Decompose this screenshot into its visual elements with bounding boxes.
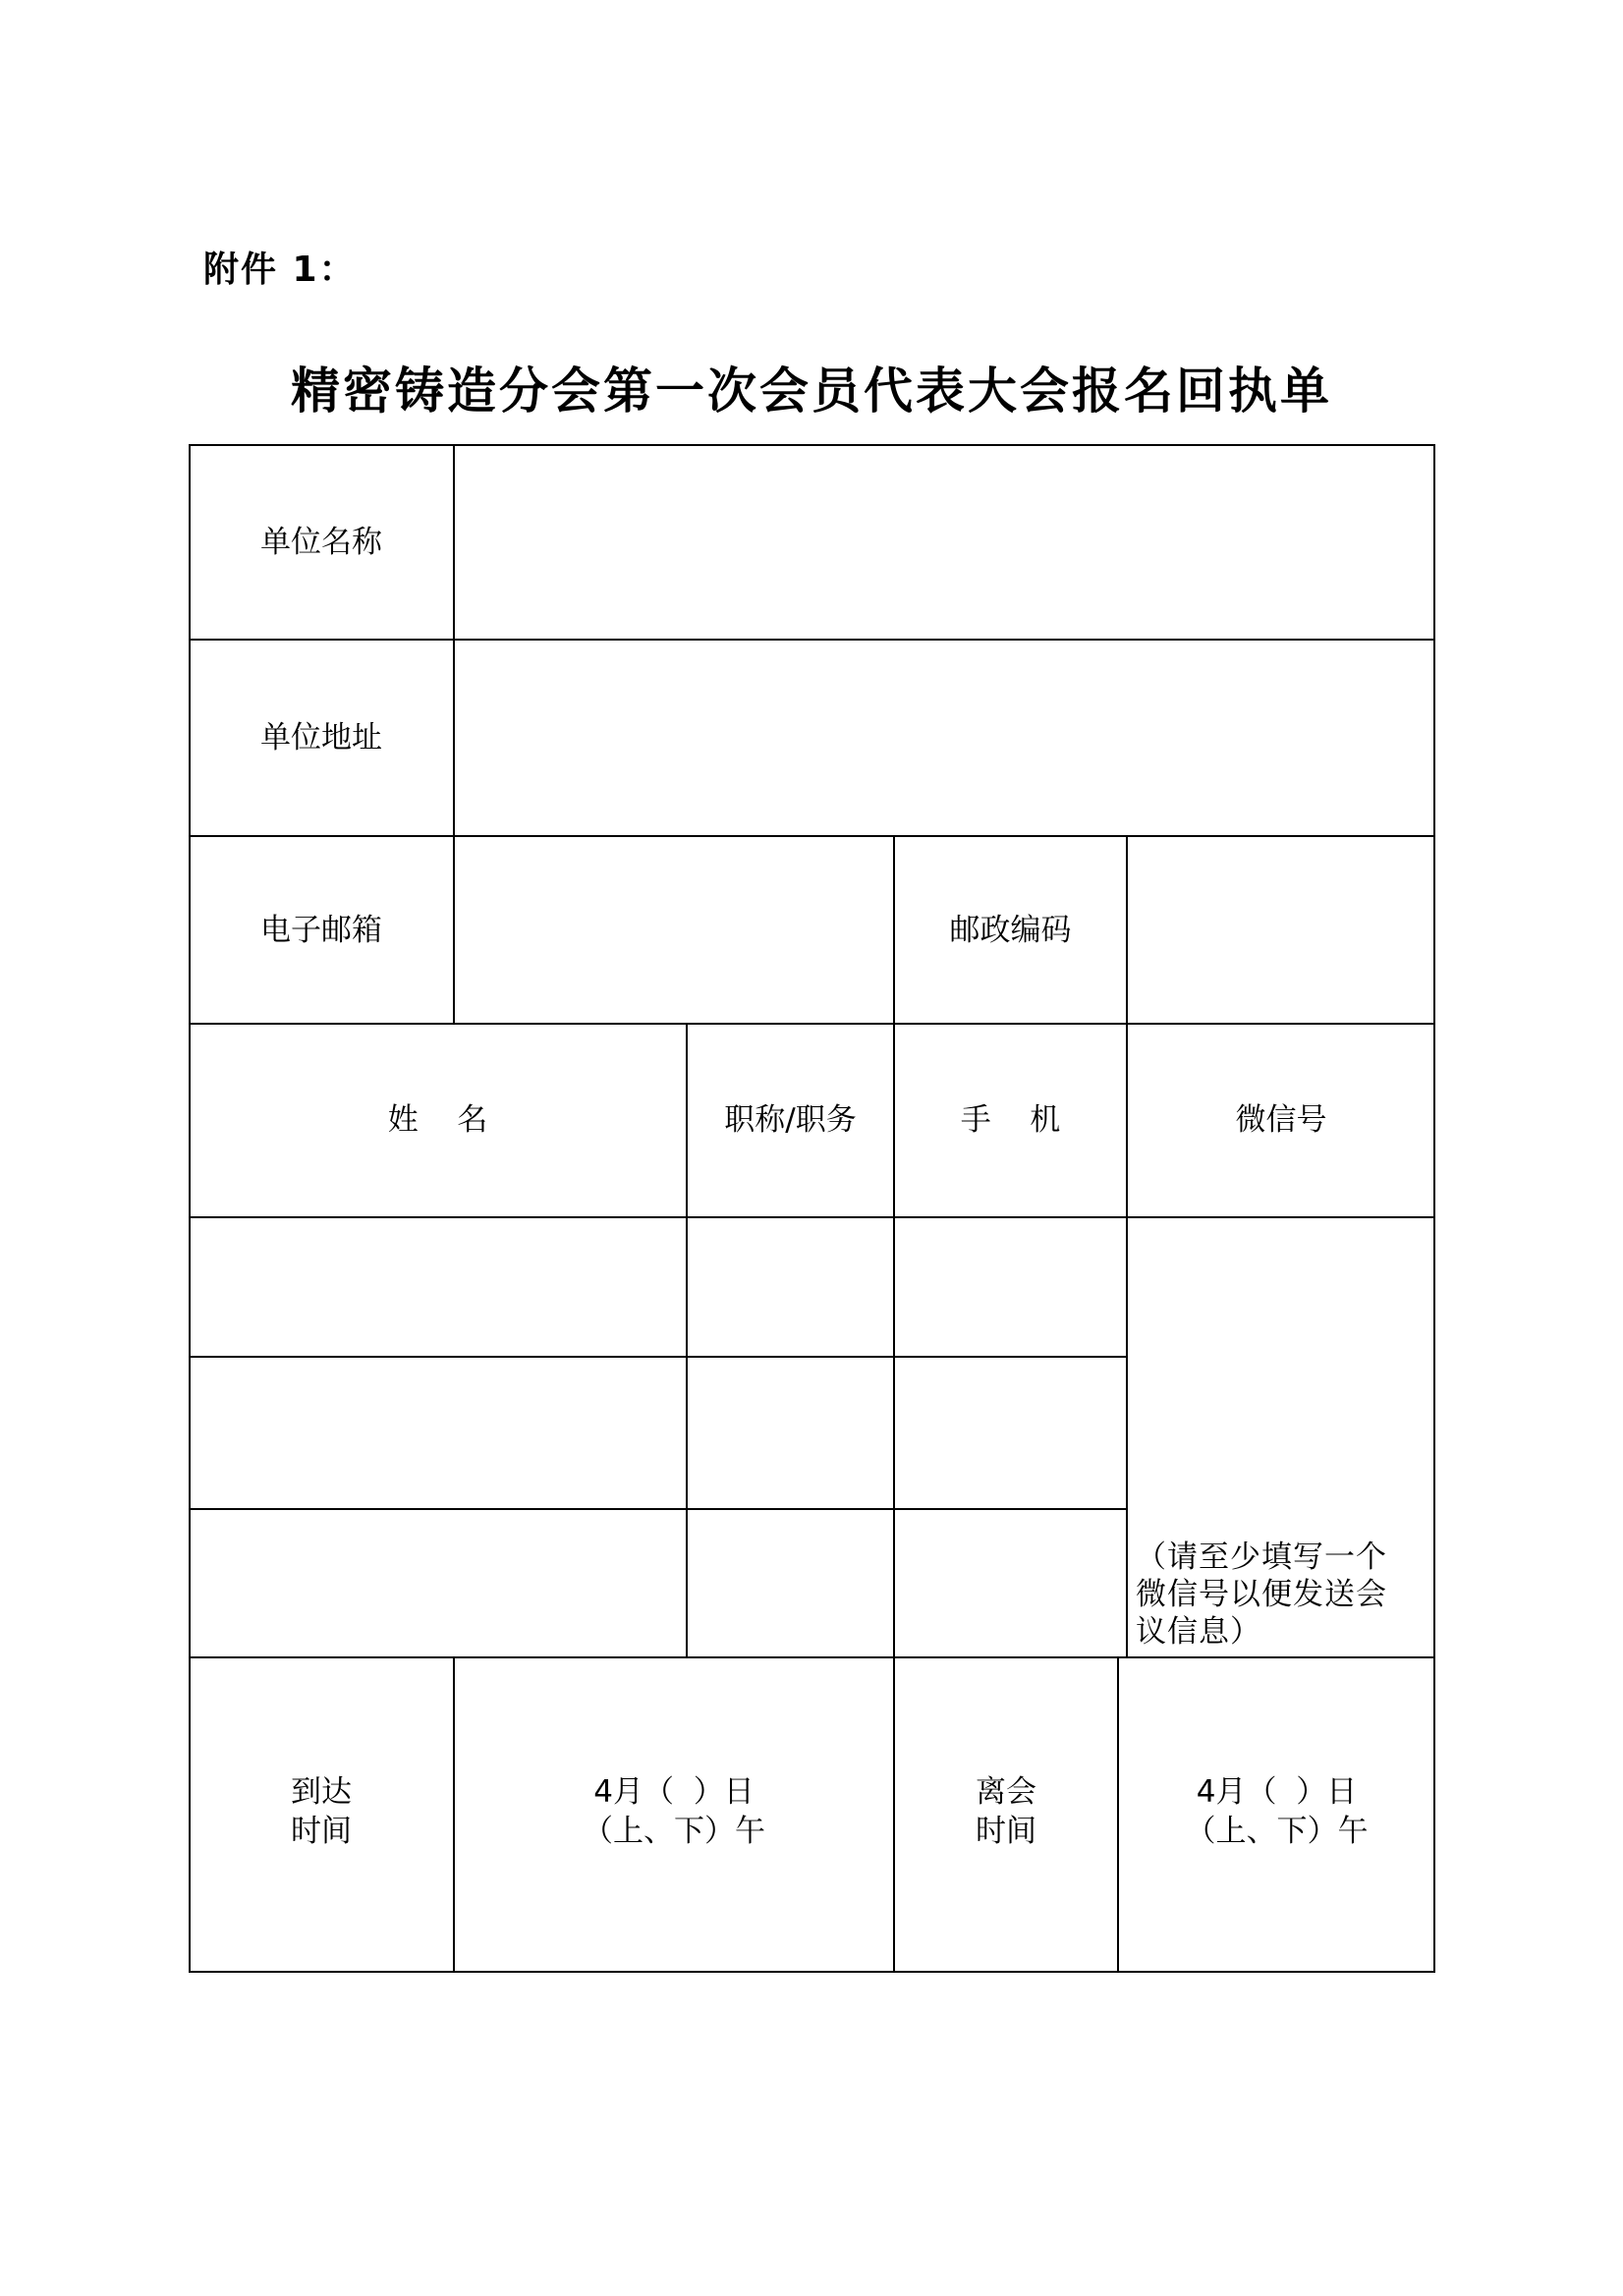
unit-name-field[interactable] (456, 446, 1432, 639)
attendee-1-mobile-field[interactable] (896, 1219, 1126, 1356)
email-field[interactable] (456, 838, 893, 1023)
document-title: 精密铸造分会第一次会员代表大会报名回执单 (291, 362, 1332, 420)
unit-name-label: 单位名称 (260, 525, 382, 560)
departure-time-value[interactable]: 4月（ ）日 （上、下）午 (1185, 1774, 1369, 1849)
registration-form-table (189, 444, 1435, 1973)
attendee-2-title-field[interactable] (689, 1359, 893, 1508)
wechat-column-header: 微信号 (1235, 1102, 1327, 1138)
wechat-note: （请至少填写一个 微信号以便发送会 议信息） (1136, 1540, 1387, 1650)
unit-address-field[interactable] (456, 642, 1432, 835)
attendee-2-mobile-field[interactable] (896, 1359, 1126, 1508)
arrival-time-value[interactable]: 4月（ ）日 （上、下）午 (583, 1774, 765, 1849)
arrival-time-label: 到达 时间 (291, 1774, 352, 1849)
wechat-field[interactable] (1129, 1219, 1433, 1534)
mobile-column-header: 手 机 (960, 1102, 1061, 1138)
postcode-field[interactable] (1129, 838, 1433, 1023)
title-position-column-header: 职称/职务 (724, 1102, 857, 1138)
attendee-3-name-field[interactable] (191, 1511, 686, 1656)
email-label: 电子邮箱 (260, 913, 382, 948)
attendee-3-mobile-field[interactable] (896, 1511, 1126, 1656)
attendee-2-name-field[interactable] (191, 1359, 686, 1508)
postcode-label: 邮政编码 (949, 913, 1072, 948)
attendee-1-name-field[interactable] (191, 1219, 686, 1356)
unit-address-label: 单位地址 (260, 720, 382, 756)
name-column-header: 姓 名 (387, 1102, 488, 1138)
attendee-3-title-field[interactable] (689, 1511, 893, 1656)
departure-time-label: 离会 时间 (976, 1774, 1036, 1849)
attachment-label: 附件 1： (203, 250, 357, 290)
attendee-1-title-field[interactable] (689, 1219, 893, 1356)
